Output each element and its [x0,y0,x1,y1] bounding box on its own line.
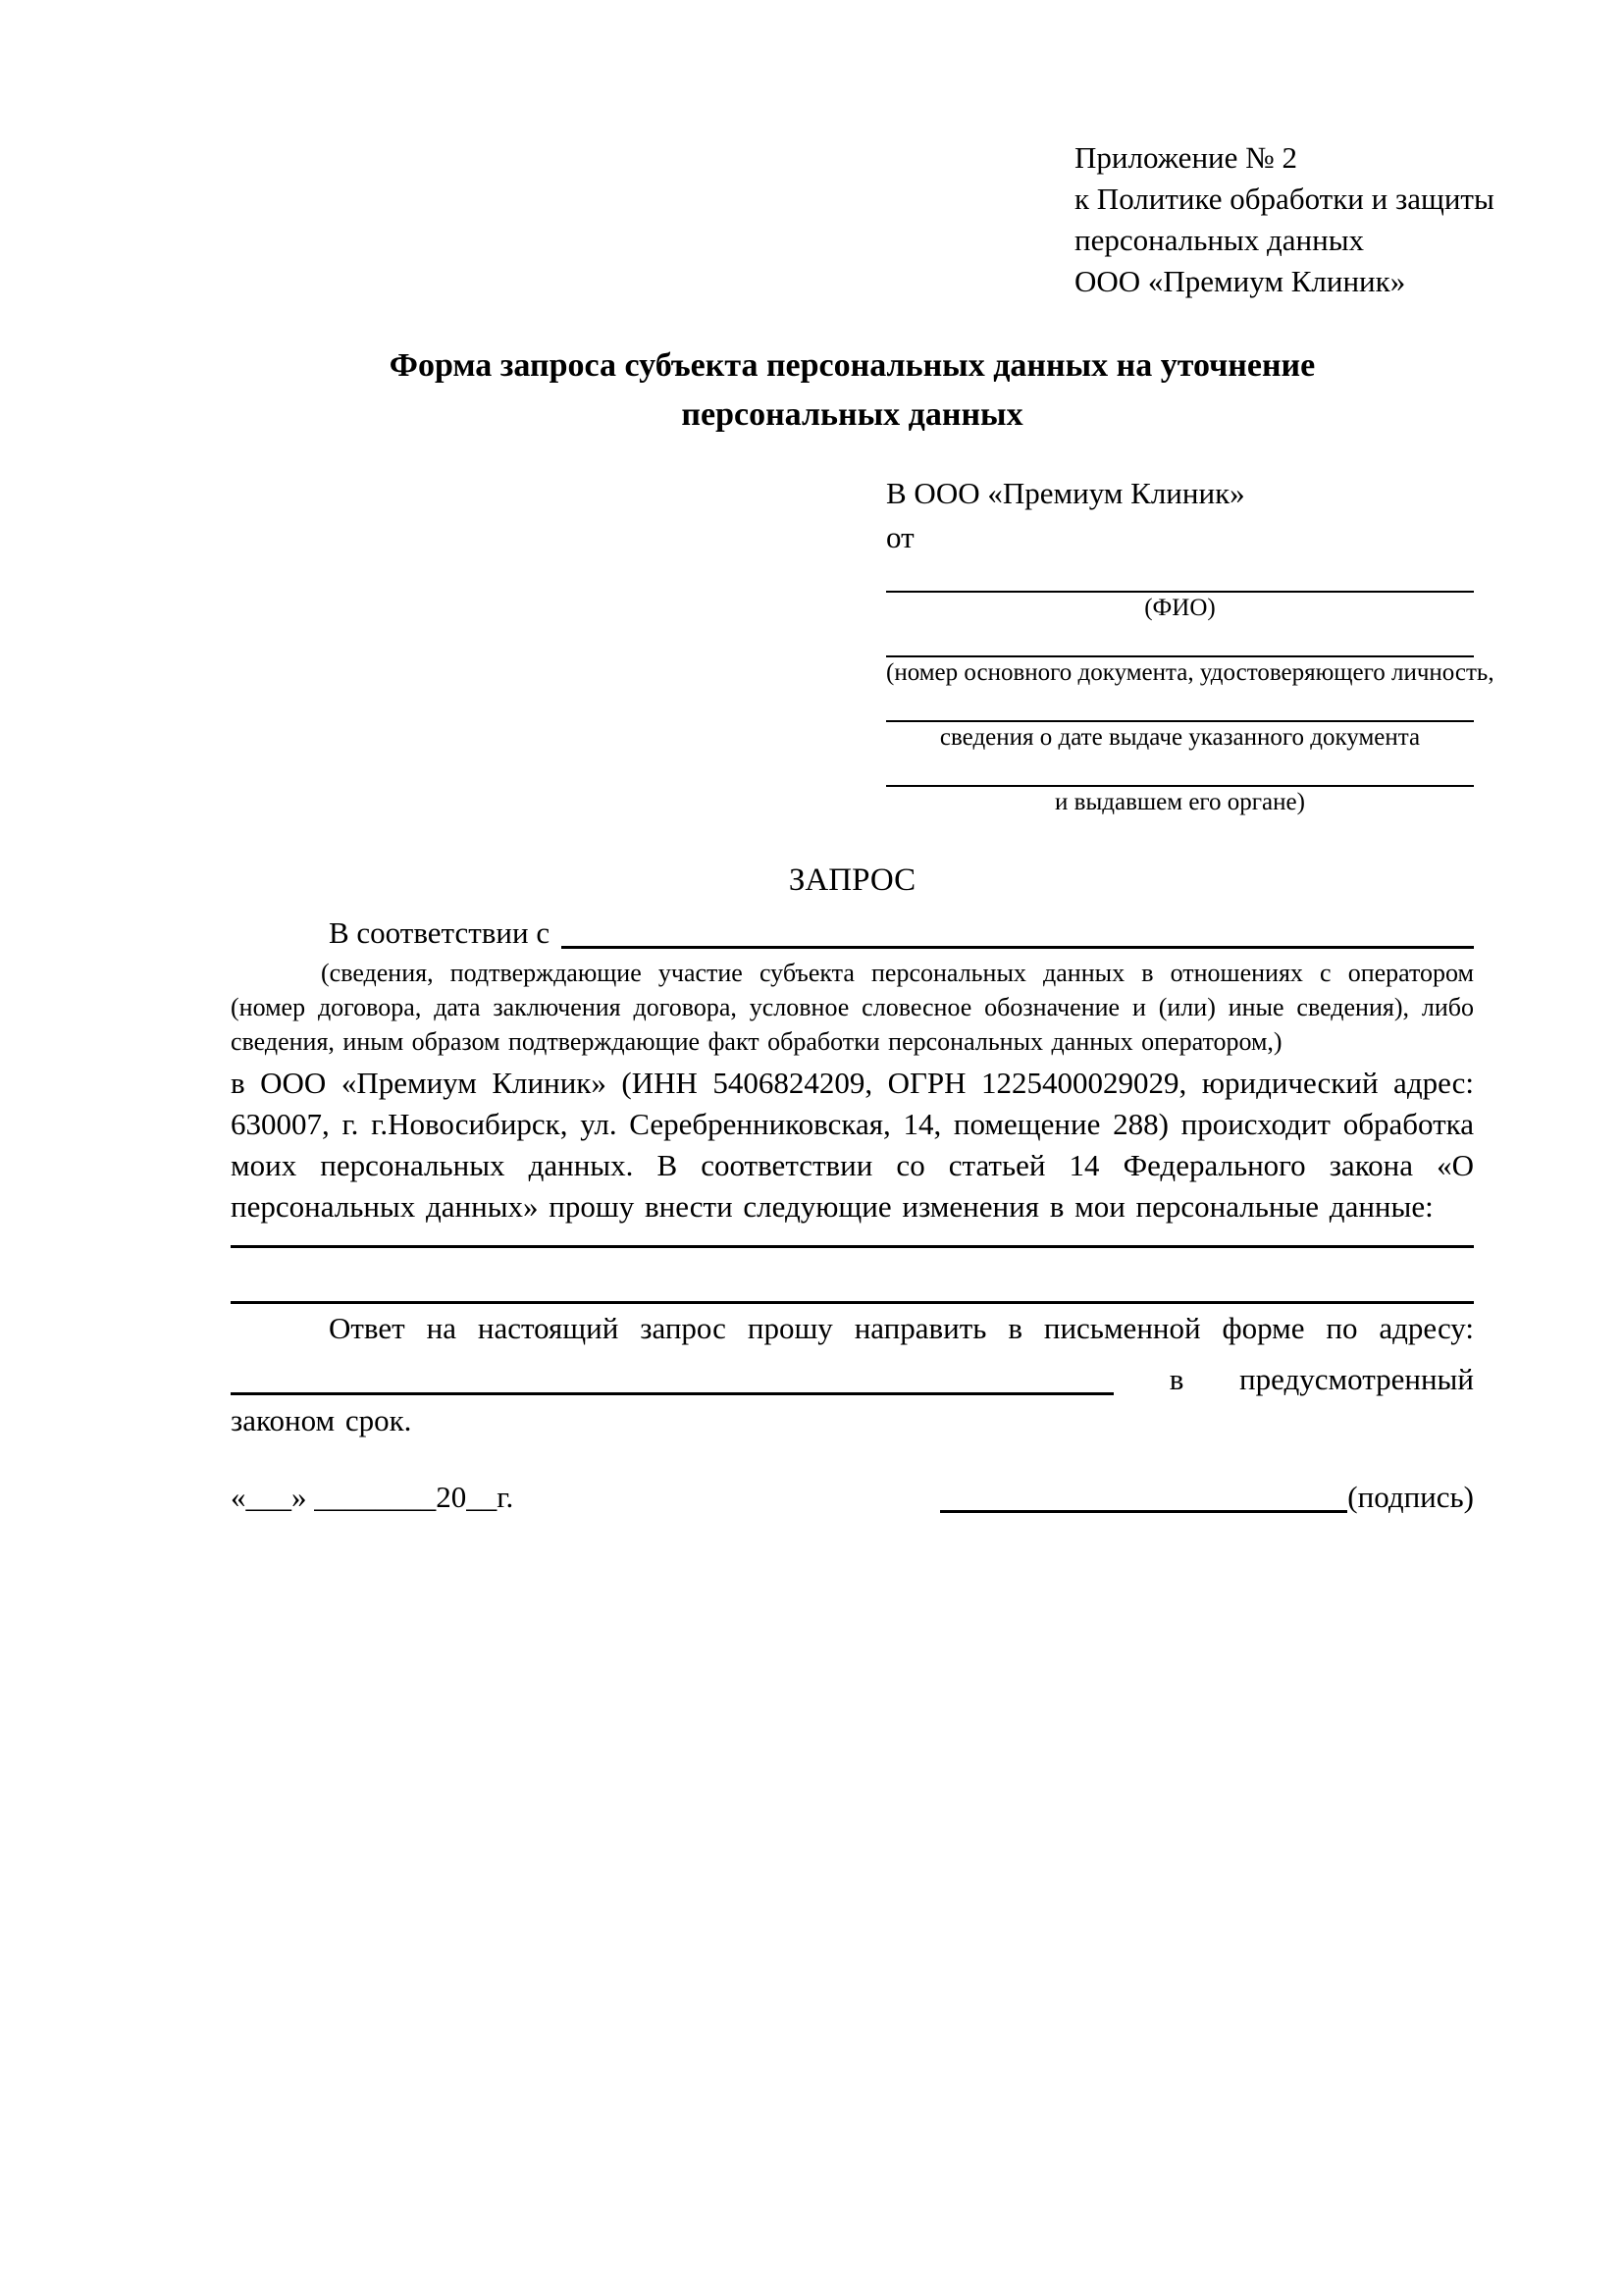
issuing-authority-field [886,754,1474,818]
issue-date-blank-line [886,689,1474,722]
reply-tail-word: предусмотренный [1239,1362,1474,1396]
addressee-from-label: от [886,520,915,554]
signature-caption: (подпись) [1347,1480,1474,1514]
document-number-blank-line [886,624,1474,657]
issuing-authority-caption: и выдавшем его органе) [1055,789,1305,815]
fio-blank-line [886,559,1474,593]
request-heading: ЗАПРОС [788,862,916,898]
accordance-blank-line [561,946,1474,949]
document-title-line: Форма запроса субъекта персональных данных на уточнение [389,347,1316,384]
document-title-line: персональных данных [681,396,1023,433]
annex-line: к Политике обработки и защиты [1074,182,1494,216]
reply-address-row [231,1349,1474,1400]
annex-line: Приложение № 2 [1074,140,1297,175]
signature-blank-line [940,1510,1347,1513]
accordance-lead-text: В соответствии с [329,915,550,950]
addressee-block [886,471,1494,818]
reply-address-blank-line [231,1392,1114,1395]
reply-sentence: Ответ на настоящий запрос прошу направить в письменной форме по адресу: [329,1311,1474,1345]
reply-tail-word: в [1169,1362,1184,1396]
annex-line: персональных данных [1074,223,1365,257]
body-paragraph: в ООО «Премиум Клиник» (ИНН 5406824209, ОГРН 1225400029029, юридический адрес: 630007, г. г.Новосибирск, ул. Серебренниковская, 14, помещение 288) происходит обработка моих персональных данных. В соответствии со статьей 14 Федерального закона «О персональных данных» прошу внести следующие изменения в мои персональные данные: [231,1066,1474,1224]
fio-field [886,559,1474,624]
issue-date-field [886,689,1474,754]
reply-closing: законом срок. [231,1403,412,1437]
annex-line: ООО «Премиум Клиник» [1074,264,1406,298]
accordance-row [231,909,1474,954]
issue-date-caption: сведения о дате выдаче указанного документа [939,724,1421,751]
date-blank-line: «___» ________20__г. [231,1480,514,1514]
document-number-caption: (номер основного документа, удостоверяющего личность, [886,659,1494,686]
fio-caption: (ФИО) [1144,595,1216,621]
addressee-to: В ООО «Премиум Клиник» [886,476,1245,510]
signature-group [940,1477,1474,1518]
issuing-authority-blank-line [886,754,1474,787]
small-print-clause: (сведения, подтверждающие участие субъекта персональных данных в отношениях с оператором (номер договора, дата заключения договора, условное словесное обозначение и (или) иные сведения), либо сведения, иным образом подтверждающие факт обработки персональных данных оператором,) [231,959,1474,1056]
changes-blank-line-2 [231,1248,1474,1304]
document-content [231,137,1494,1518]
document-number-field [886,624,1494,689]
changes-blank-line-1 [231,1227,1474,1248]
annex-header [1074,137,1494,302]
footer-row [231,1471,1474,1518]
document-title [231,341,1474,440]
